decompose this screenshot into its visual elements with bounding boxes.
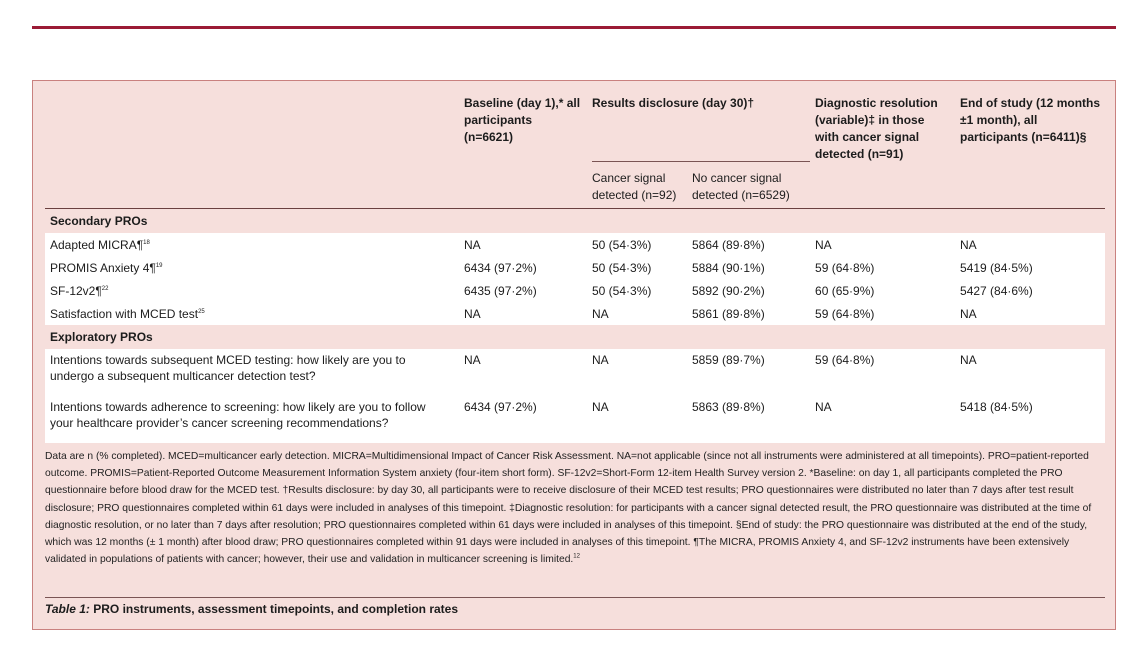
table-panel [32,80,1116,630]
cell-baseline: NA [464,233,592,256]
table-row [45,396,1105,443]
cell-end: NA [955,302,1105,325]
caption-rule [45,597,1105,598]
row-label: Intentions towards subsequent MCED testing: how likely are you to undergo a subsequent multicancer detection test? [45,349,464,396]
header-cancer-signal-detected: Cancer signal detected (n=92) [592,171,677,202]
cell-end: NA [955,349,1105,396]
header-baseline: Baseline (day 1),* all participants (n=6621) [464,96,581,144]
cell-diagnostic: 59 (64·8%) [810,349,955,396]
cell-signal-detected: NA [592,349,692,396]
cell-diagnostic: 60 (65·9%) [810,279,955,302]
header-results-disclosure: Results disclosure (day 30)† [592,93,810,162]
table-label: Table 1: [45,602,90,616]
cell-signal-detected: 50 (54·3%) [592,233,692,256]
cell-diagnostic: 59 (64·8%) [810,256,955,279]
cell-end: 5427 (84·6%) [955,279,1105,302]
table-caption [45,602,458,616]
cell-no-signal: 5863 (89·8%) [692,396,810,443]
pro-table [45,93,1105,443]
row-label: Satisfaction with MCED test$^{25}$ [45,302,464,325]
cell-diagnostic: 59 (64·8%) [810,302,955,325]
header-end-of-study: End of study (12 months ±1 month), all participants (n=6411)§ [960,96,1101,144]
table-row [45,256,1105,279]
table-row [45,349,1105,396]
cell-diagnostic: NA [810,233,955,256]
cell-baseline: 6435 (97·2%) [464,279,592,302]
table-row [45,279,1105,302]
header-no-cancer-signal: No cancer signal detected (n=6529) [692,171,790,202]
cell-signal-detected: NA [592,302,692,325]
cell-end: 5419 (84·5%) [955,256,1105,279]
cell-end: NA [955,233,1105,256]
cell-baseline: 6434 (97·2%) [464,256,592,279]
cell-no-signal: 5892 (90·2%) [692,279,810,302]
header-blank [45,93,464,162]
cell-baseline: NA [464,302,592,325]
table-row [45,302,1105,325]
cell-no-signal: 5884 (90·1%) [692,256,810,279]
section-title-exploratory: Exploratory PROs [50,330,153,344]
row-label: Adapted MICRA¶$^{18}$ [45,233,464,256]
row-label: PROMIS Anxiety 4¶$^{19}$ [45,256,464,279]
row-label: Intentions towards adherence to screening: how likely are you to follow your healthcare provider’s cancer screening recommendations? [45,396,464,443]
table-title: PRO instruments, assessment timepoints, and completion rates [93,602,459,616]
cell-signal-detected: 50 (54·3%) [592,256,692,279]
cell-signal-detected: 50 (54·3%) [592,279,692,302]
section-title-secondary: Secondary PROs [50,214,148,228]
header-diagnostic-resolution: Diagnostic resolution (variable)‡ in those with cancer signal detected (n=91) [815,96,938,161]
table-footnotes: Data are n (% completed). MCED=multicancer early detection. MICRA=Multidimensional Impact of Cancer Risk Assessment. NA=not applicable (since not all instruments were administered at all timepoints). PRO=patient-reported outcome. PROMIS=Patient-Reported Outcome Measurement Information System anxiety (four-item short form). SF-12v2=Short-Form 12-item Health Survey version 2. *Baseline: on day 1, all participants completed the PRO questionnaire before blood draw for the MCED test. †Results disclosure: by day 30, all participants were to receive disclosure of their MCED test results; PRO questionnaires were distributed no later than 7 days after test result disclosure; PRO questionnaires completed within 61 days were included in analyses of this timepoint. ‡Diagnostic resolution: for participants with a cancer signal detected result, the PRO questionnaire was distributed at the time of diagnostic resolution, or no later than 7 days after resolution; PRO questionnaires completed within 61 days were included in analyses of this timepoint. §End of study: the PRO questionnaire was distributed at the end of the study, which was 12 months (± 1 month) after blood draw; PRO questionnaires completed within 91 days were included in analyses of this timepoint. ¶The MICRA, PROMIS Anxiety 4, and SF-12v2 instruments have been extensively validated in populations of patients with cancer; however, their use and validation in multicancer screening is limited.$^{12}$ [45,451,1092,566]
cell-end: 5418 (84·5%) [955,396,1105,443]
cell-diagnostic: NA [810,396,955,443]
cell-signal-detected: NA [592,396,692,443]
cell-baseline: 6434 (97·2%) [464,396,592,443]
table-row [45,233,1105,256]
cell-no-signal: 5861 (89·8%) [692,302,810,325]
cell-no-signal: 5859 (89·7%) [692,349,810,396]
cell-baseline: NA [464,349,592,396]
top-rule [32,26,1116,29]
cell-no-signal: 5864 (89·8%) [692,233,810,256]
row-label: SF-12v2¶$^{22}$ [45,279,464,302]
